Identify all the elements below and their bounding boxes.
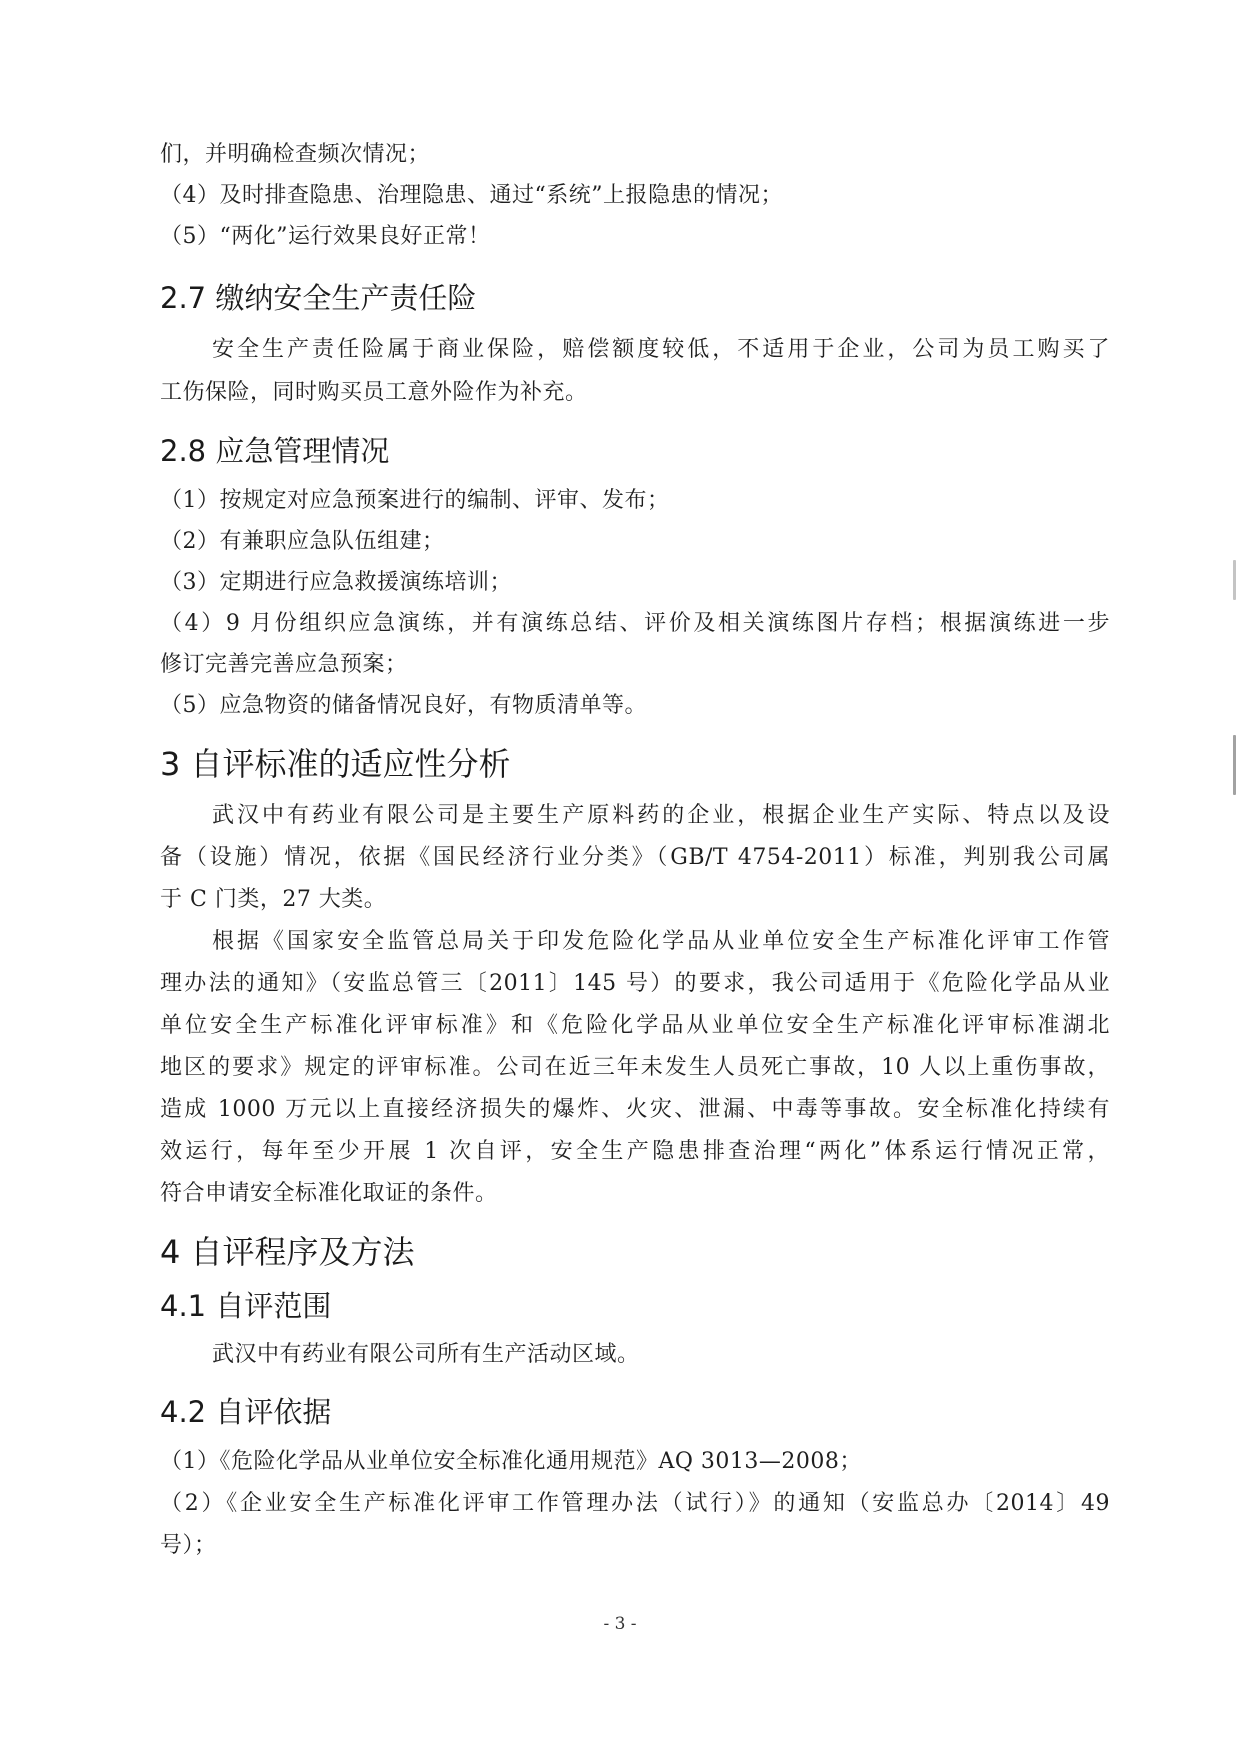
text-line: （5）应急物资的储备情况良好，有物质清单等。 bbox=[160, 693, 647, 718]
text-line: 根据《国家安全监管总局关于印发危险化学品从业单位安全生产标准化评审工作管 bbox=[212, 929, 1110, 954]
text-line: 造成 1000 万元以上直接经济损失的爆炸、火灾、泄漏、中毒等事故。安全标准化持续有 bbox=[160, 1097, 1110, 1122]
text-line: 号）； bbox=[160, 1533, 217, 1558]
text-line: （4）及时排查隐患、治理隐患、通过“系统”上报隐患的情况； bbox=[160, 183, 783, 208]
text-line: 于 C 门类，27 大类。 bbox=[160, 887, 387, 912]
heading-4: 4 自评程序及方法 bbox=[160, 1233, 415, 1271]
heading-4-2: 4.2 自评依据 bbox=[160, 1395, 332, 1429]
text-line: 地区的要求》规定的评审标准。公司在近三年未发生人员死亡事故，10 人以上重伤事故， bbox=[160, 1055, 1110, 1080]
text-line: 工伤保险，同时购买员工意外险作为补充。 bbox=[160, 380, 588, 405]
text-line: 效运行，每年至少开展 1 次自评，安全生产隐患排查治理“两化”体系运行情况正常， bbox=[160, 1139, 1110, 1164]
text-line: （1）《危险化学品从业单位安全标准化通用规范》AQ 3013—2008； bbox=[160, 1449, 862, 1474]
text-line: （2）《企业安全生产标准化评审工作管理办法（试行）》的通知（安监总办〔2014〕49 bbox=[160, 1491, 1110, 1516]
text-line: （3）定期进行应急救援演练培训； bbox=[160, 570, 512, 595]
text-line: 安全生产责任险属于商业保险，赔偿额度较低，不适用于企业，公司为员工购买了 bbox=[212, 337, 1110, 362]
text-line: 单位安全生产标准化评审标准》和《危险化学品从业单位安全生产标准化评审标准湖北 bbox=[160, 1013, 1110, 1038]
text-line: （1）按规定对应急预案进行的编制、评审、发布； bbox=[160, 488, 670, 513]
text-line: 们，并明确检查频次情况； bbox=[160, 142, 431, 167]
scan-edge-mark bbox=[1233, 735, 1236, 795]
heading-2-8: 2.8 应急管理情况 bbox=[160, 434, 390, 468]
text-line: 武汉中有药业有限公司是主要生产原料药的企业，根据企业生产实际、特点以及设 bbox=[212, 803, 1110, 828]
text-line: 备（设施）情况，依据《国民经济行业分类》（GB/T 4754-2011）标准，判别我公司属 bbox=[160, 845, 1110, 870]
scan-edge-mark bbox=[1233, 560, 1236, 600]
text-line: （5）“两化”运行效果良好正常！ bbox=[160, 224, 491, 249]
heading-4-1: 4.1 自评范围 bbox=[160, 1289, 332, 1323]
text-line: 符合申请安全标准化取证的条件。 bbox=[160, 1181, 498, 1206]
text-line: （4）9 月份组织应急演练，并有演练总结、评价及相关演练图片存档；根据演练进一步 bbox=[160, 611, 1110, 636]
text-line: 修订完善完善应急预案； bbox=[160, 652, 408, 677]
heading-2-7: 2.7 缴纳安全生产责任险 bbox=[160, 281, 477, 315]
text-line: （2）有兼职应急队伍组建； bbox=[160, 529, 445, 554]
text-line: 武汉中有药业有限公司所有生产活动区域。 bbox=[212, 1342, 640, 1367]
text-line: 理办法的通知》（安监总管三〔2011〕145 号）的要求，我公司适用于《危险化学品从业 bbox=[160, 971, 1110, 996]
page-number: - 3 - bbox=[603, 1614, 637, 1634]
heading-3: 3 自评标准的适应性分析 bbox=[160, 745, 511, 783]
